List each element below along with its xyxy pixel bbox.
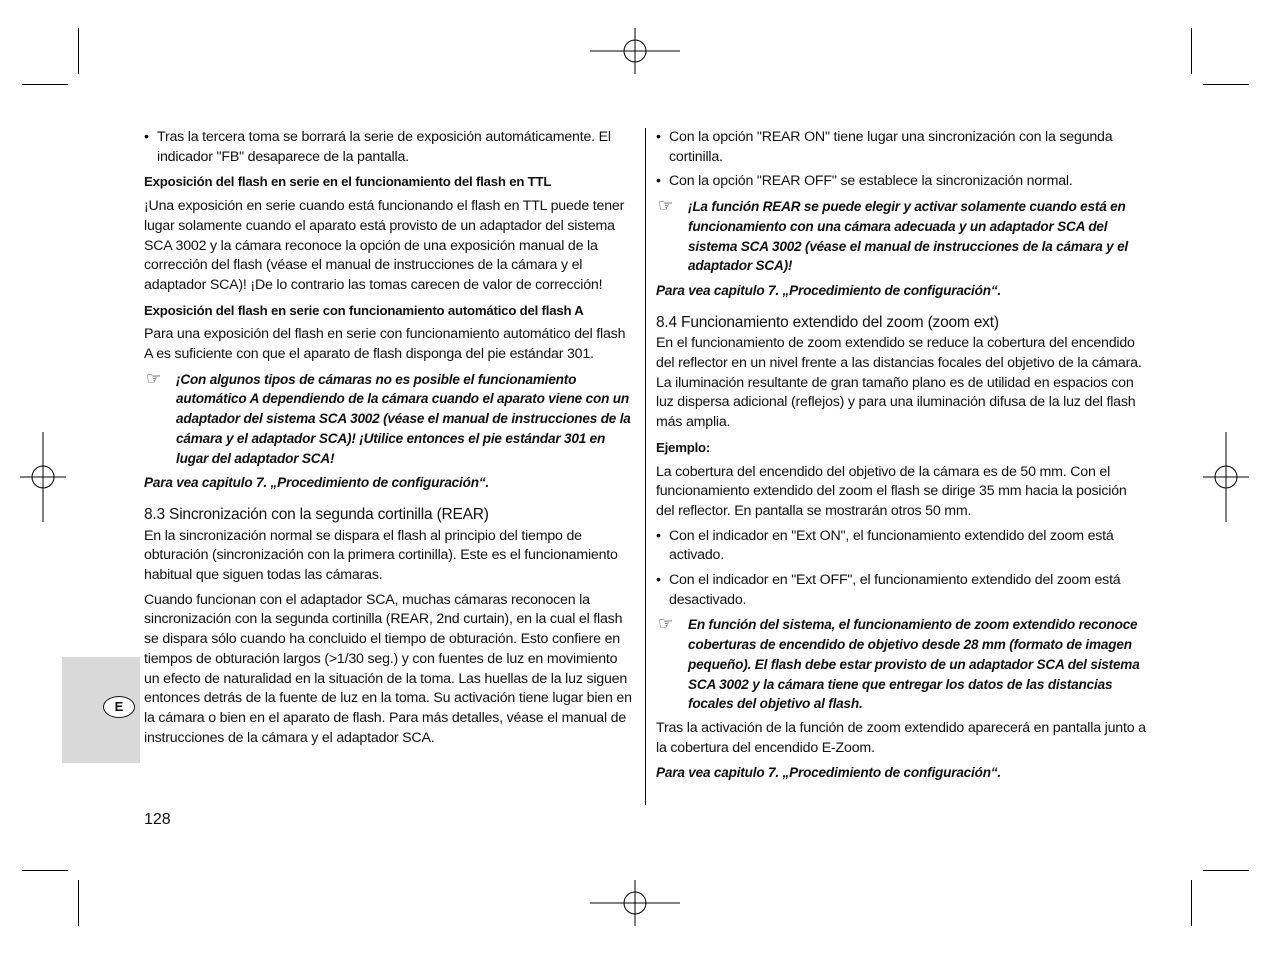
section-title: 8.4 Funcionamiento extendido del zoom (zoom ext) [656,313,999,331]
crop-mark [22,84,68,85]
bullet-item: • Con la opción "REAR OFF" se establece la sincronización normal. [656,172,1148,192]
paragraph: ¡Una exposición en serie cuando está funcionando el flash en TTL puede tener lugar solamente cuando el aparato está provisto de un adaptador del sistema SCA 3002 y la cámara reconoce la opción de una exposición manual de la corrección del flash (véase el manual de instrucciones de la cámara y el adaptador SCA)! ¡De lo contrario las tomas carecen de valor de corrección! [144,198,625,293]
note-text: ¡Con algunos tipos de cámaras no es posible el funcionamiento automático A dependiendo de la cámara cuando el aparato viene con un adaptador del sistema SCA 3002 (véase el manual de instrucciones de la cámara y el adaptador SCA)! ¡Utilice entonces el pie estándar 301 en lugar del adaptador SCA! [176,371,631,466]
crop-mark [78,880,79,926]
registration-mark-icon [590,28,680,74]
paragraph: Para una exposición del flash en serie con funcionamiento automático del flash A es suficiente con que el aparato de flash disponga del pie estándar 301. [144,326,626,363]
paragraph: En el funcionamiento de zoom extendido se reduce la cobertura del encendido del reflector en un nivel frente a las distancias focales del objetivo de la cámara. La iluminación resultante de gran tamaño plano es de utilidad en espacios con luz dispersa adicional (reflejos) y para una iluminación difusa de la luz del flash más amplia. [656,335,1142,431]
bullet-item: • Con la opción "REAR ON" tiene lugar una sincronización con la segunda cortinilla. [656,128,1148,167]
page-number: 128 [144,811,171,828]
subheading: Exposición del flash en serie con funcionamiento automático del flash A [144,302,584,318]
paragraph: La cobertura del encendido del objetivo de la cámara es de 50 mm. Con el funcionamiento extendido del zoom el flash se dirige 35 mm hacia la posición del reflector. En pantalla se mostrarán otros 50 mm. [656,463,1127,519]
paragraph: Cuando funcionan con el adaptador SCA, muchas cámaras reconocen la sincronización con la segunda cortinilla (REAR, 2nd curtain), en la cual el flash se dispara sólo cuando ha concluido el tiempo de obturación. Esto confiere en tiempos de obturación largos (>1/30 seg.) y con fuentes de luz en movimiento un efecto de naturalidad en la situación de la toma. Las huellas de la luz siguen entonces detrás de la fuente de luz en la toma. Su activación tiene lugar bien en la cámara o bien en el aparato de flash. Para más detalles, véase el manual de instrucciones de la cámara y el adaptador SCA. [144,591,632,746]
section-title: 8.3 Sincronización con la segunda cortinilla (REAR) [144,505,489,523]
paragraph: Tras la activación de la función de zoom extendido aparecerá en pantalla junto a la cobertura del encendido E-Zoom. [656,719,1146,756]
chapter-reference: Para vea capitulo 7. „Procedimiento de configuración“. [144,475,489,491]
column-divider [645,128,646,805]
pointing-hand-icon: ☞ [146,368,162,388]
subheading: Exposición del flash en serie en el funcionamiento del flash en TTL [144,174,552,190]
bullet-item: • Con el indicador en "Ext ON", el funcionamiento extendido del zoom está activado. [656,527,1148,566]
pointing-hand-icon: ☞ [658,614,674,634]
crop-mark [1191,880,1192,926]
language-tab-label: E [103,696,135,718]
chapter-reference: Para vea capitulo 7. „Procedimiento de configuración“. [656,282,1001,298]
crop-mark [1203,870,1249,871]
note-text: ¡La función REAR se puede elegir y activar solamente cuando está en funcionamiento con una cámara adecuada y un adaptador SCA del sistema SCA 3002 (véase el manual de instrucciones de la cámara y el adaptador SCA)! [688,199,1129,274]
note [656,615,1148,714]
crop-mark [22,870,68,871]
registration-mark-icon [20,432,66,522]
right-column [656,128,1148,788]
registration-mark-icon [1203,432,1249,522]
left-column [144,128,636,753]
note-text: En función del sistema, el funcionamiento de zoom extendido reconoce coberturas de encendido de objetivo desde 28 mm (formato de imagen pequeño). El flash debe estar provisto de un adaptador SCA del sistema SCA 3002 y la cámara tiene que entregar los datos de las distancias focales del objetivo al flash. [688,617,1140,712]
paragraph: En la sincronización normal se dispara el flash al principio del tiempo de obturación (sincronización con la primera cortinilla). Este es el funcionamiento habitual que siguen todas las cámaras. [144,527,618,584]
bullet-item: • Tras la tercera toma se borrará la serie de exposición automáticamente. El indicador "FB" desaparece de la pantalla. [144,128,636,167]
note [656,197,1148,276]
chapter-reference: Para vea capitulo 7. „Procedimiento de configuración“. [656,765,1001,781]
registration-mark-icon [590,880,680,926]
crop-mark [78,28,79,74]
bullet-item: • Con el indicador en "Ext OFF", el funcionamiento extendido del zoom está desactivado. [656,571,1148,610]
pointing-hand-icon: ☞ [658,196,674,216]
crop-mark [1203,84,1249,85]
note [144,370,636,469]
crop-mark [1191,28,1192,74]
subheading: Ejemplo: [656,439,711,455]
